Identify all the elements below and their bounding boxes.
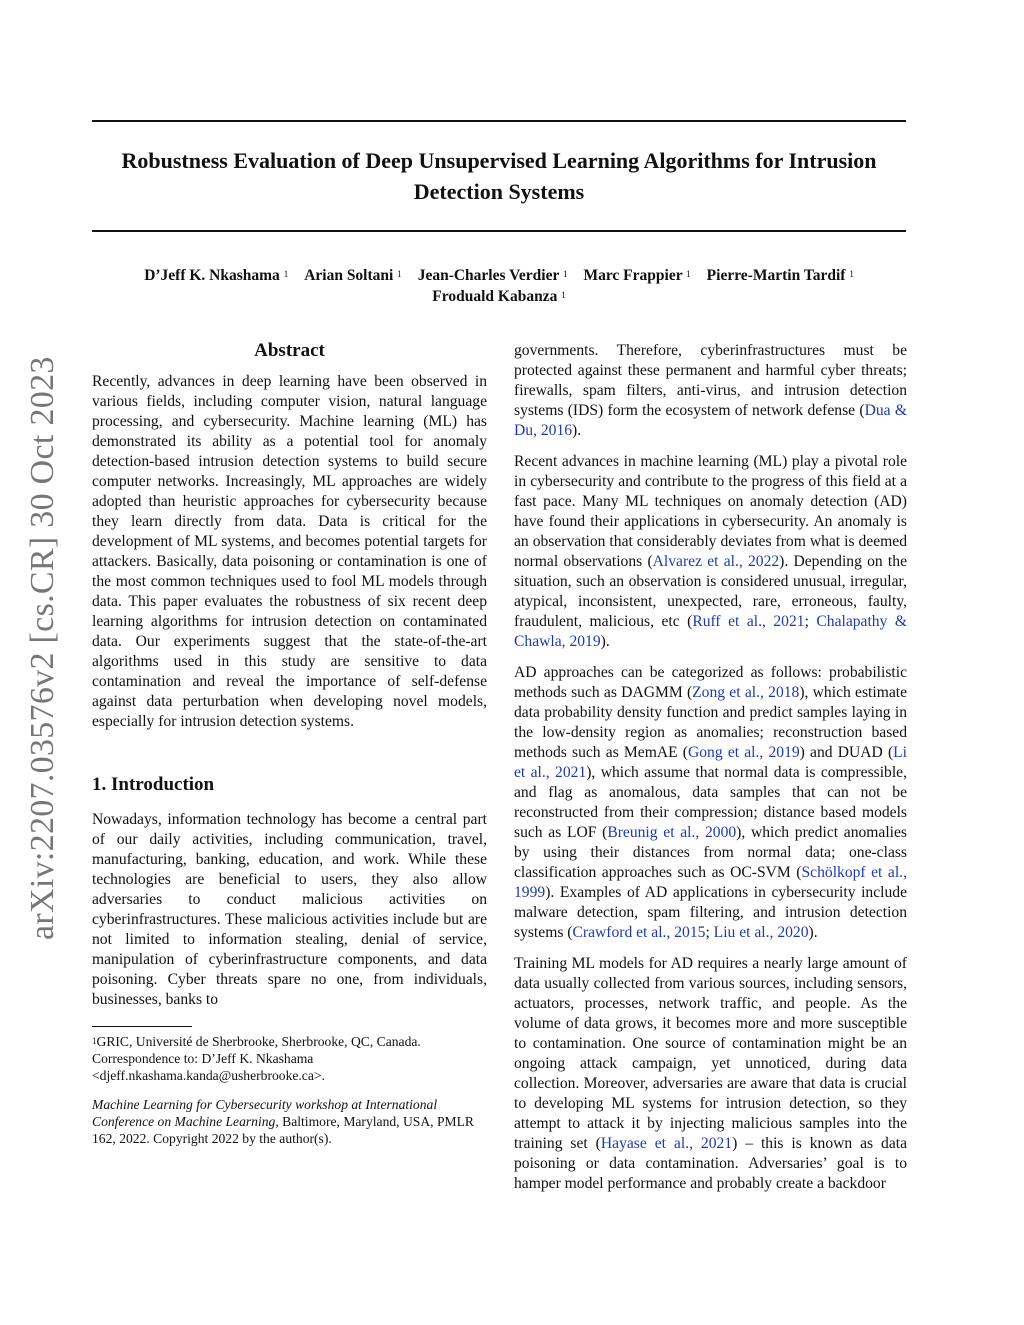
body-paragraph: Training ML models for AD requires a nearly large amount of data usually collected from various sources, including sensors, actuators, processes, network traffic, and people. As the volume of data grows, it becomes more and more susceptible to contamination. One source of contamination might be an ongoing attack campaign, yet unnoticed, during data collection. Moreover, adversaries are aware that data is crucial to developing ML systems for intrusion detection, so they attempt to attack it by injecting malicious samples into the training set (Hayase et al., 2021) – this is known as data poisoning or data contamination. Adversaries’ goal is to hamper model performance and probably create a backdoor	[514, 955, 908, 1192]
author: Marc Frappier $^1$	[583, 267, 691, 284]
footnote-affiliation: GRIC, Université de Sherbrooke, Sherbrooke, QC, Canada.	[96, 1034, 421, 1049]
citation-link[interactable]: Ruff et al., 2021	[692, 613, 805, 630]
section-heading-introduction: 1. Introduction	[92, 774, 215, 795]
author-row-1	[92, 265, 906, 286]
footnote-rule	[92, 1026, 192, 1027]
workshop-name: Machine Learning for Cybersecurity workshop at International Conference on Machine Learning	[92, 1097, 438, 1129]
body-paragraph: AD approaches can be categorized as follows: probabilistic methods such as DAGMM (Zong et al., 2018), which estimate data probability density function and predict samples laying in the low-density region as anomalies; reconstruction based methods such as MemAE (Gong et al., 2019) and DUAD (Li et al., 2021), which assume that normal data is compressible, and flag as anomalous, data samples that can not be reconstructed from their compression; distance based models such as LOF (Breunig et al., 2000), which predict anomalies by using their distances from normal data; one-class classification approaches such as OC-SVM (Schölkopf et al., 1999). Examples of AD applications in cybersecurity include malware detection, spam filtering, and intrusion detection systems (Crawford et al., 2015; Liu et al., 2020).	[514, 664, 908, 941]
body-paragraph: governments. Therefore, cyberinfrastructures must be protected against these permanent and harmful cyber threats; firewalls, spam filters, anti-virus, and intrusion detection systems (IDS) form the ecosystem of network defense (Dua & Du, 2016).	[514, 342, 907, 439]
author-list	[92, 265, 906, 307]
author: Froduald Kabanza $^1$	[432, 288, 566, 305]
author: Pierre-Martin Tardif $^1$	[706, 267, 854, 284]
footnote-email[interactable]: <djeff.nkashama.kanda@usherbrooke.ca>.	[92, 1068, 325, 1083]
title-bottom-rule	[92, 230, 906, 232]
citation-link[interactable]: Zong et al., 2018	[692, 684, 800, 701]
body-paragraph: Recent advances in machine learning (ML) play a pivotal role in cybersecurity and contribute to the progress of this field at a fast pace. Many ML techniques on anomaly detection (AD) have found their applications in cybersecurity. An anomaly is an observation that considerably deviates from what is deemed normal observations (Alvarez et al., 2022). Depending on the situation, such an observation is considered unusual, irregular, atypical, inconsistent, unexpected, rare, erroneous, faulty, fraudulent, malicious, etc (Ruff et al., 2021; Chalapathy & Chawla, 2019).	[514, 453, 907, 650]
paper-title	[92, 145, 906, 207]
right-column	[514, 341, 907, 1205]
workshop-details: , Baltimore, Maryland, USA, PMLR 162, 2022. Copyright 2022 by the author(s).	[92, 1114, 474, 1146]
citation-link[interactable]: Dua & Du, 2016	[514, 402, 907, 439]
citation-link[interactable]: Hayase et al., 2021	[600, 1135, 733, 1152]
citation-link[interactable]: Schölkopf et al., 1999	[514, 864, 907, 901]
footnote-mark: 1	[92, 1036, 97, 1046]
workshop-notice	[92, 1096, 487, 1147]
citation-link[interactable]: Chalapathy & Chawla, 2019	[514, 613, 907, 650]
title-line-1: Robustness Evaluation of Deep Unsupervised Learning Algorithms for Intrusion	[121, 148, 877, 173]
author-row-2	[92, 286, 906, 307]
footnote-correspondence: Correspondence to: D’Jeff K. Nkashama	[92, 1051, 314, 1066]
intro-paragraph: Nowadays, information technology has become a central part of our daily activities, including communication, travel, manufacturing, banking, education, and work. While these technologies are beneficial to users, they also allow adversaries to conduct malicious activities on cyberinfrastructures. These malicious activities include but are not limited to information stealing, denial of service, manipulation of cyberinfrastructure components, and data poisoning. Cyber threats spare no one, from individuals, businesses, banks to	[92, 811, 487, 1008]
left-column	[92, 340, 487, 1147]
abstract-heading: Abstract	[254, 340, 325, 361]
arxiv-sidebar-stamp: arXiv:2207.03576v2 [cs.CR] 30 Oct 2023	[24, 356, 61, 940]
footnote	[92, 1033, 487, 1084]
citation-link[interactable]: Li et al., 2021	[514, 744, 907, 781]
abstract-body: Recently, advances in deep learning have been observed in various fields, including computer vision, natural language processing, and cybersecurity. Machine learning (ML) has demonstrated its ability as a potential tool for anomaly detection-based intrusion detection systems to build secure computer networks. Increasingly, ML approaches are widely adopted than heuristic approaches for cybersecurity because they learn directly from data. Data is critical for the development of ML systems, and becomes potential targets for attackers. Basically, data poisoning or contamination is one of the most common techniques used to fool ML models through data. This paper evaluates the robustness of six recent deep learning algorithms for intrusion detection on contaminated data. Our experiments suggest that the state-of-the-art algorithms used in this study are sensitive to data contamination and reveal the importance of self-defense against data perturbation when developing novel models, especially for intrusion detection systems.	[92, 373, 487, 730]
citation-link[interactable]: Alvarez et al., 2022	[652, 553, 780, 570]
author: Arian Soltani $^1$	[304, 267, 402, 284]
citation-link[interactable]: Gong et al., 2019	[688, 744, 800, 761]
author: D’Jeff K. Nkashama $^1$	[144, 267, 289, 284]
citation-link[interactable]: Liu et al., 2020	[713, 924, 809, 941]
citation-link[interactable]: Crawford et al., 2015	[572, 924, 706, 941]
title-line-2: Detection Systems	[413, 179, 585, 204]
citation-link[interactable]: Breunig et al., 2000	[607, 824, 737, 841]
title-top-rule	[92, 120, 906, 122]
author: Jean-Charles Verdier $^1$	[417, 267, 568, 284]
